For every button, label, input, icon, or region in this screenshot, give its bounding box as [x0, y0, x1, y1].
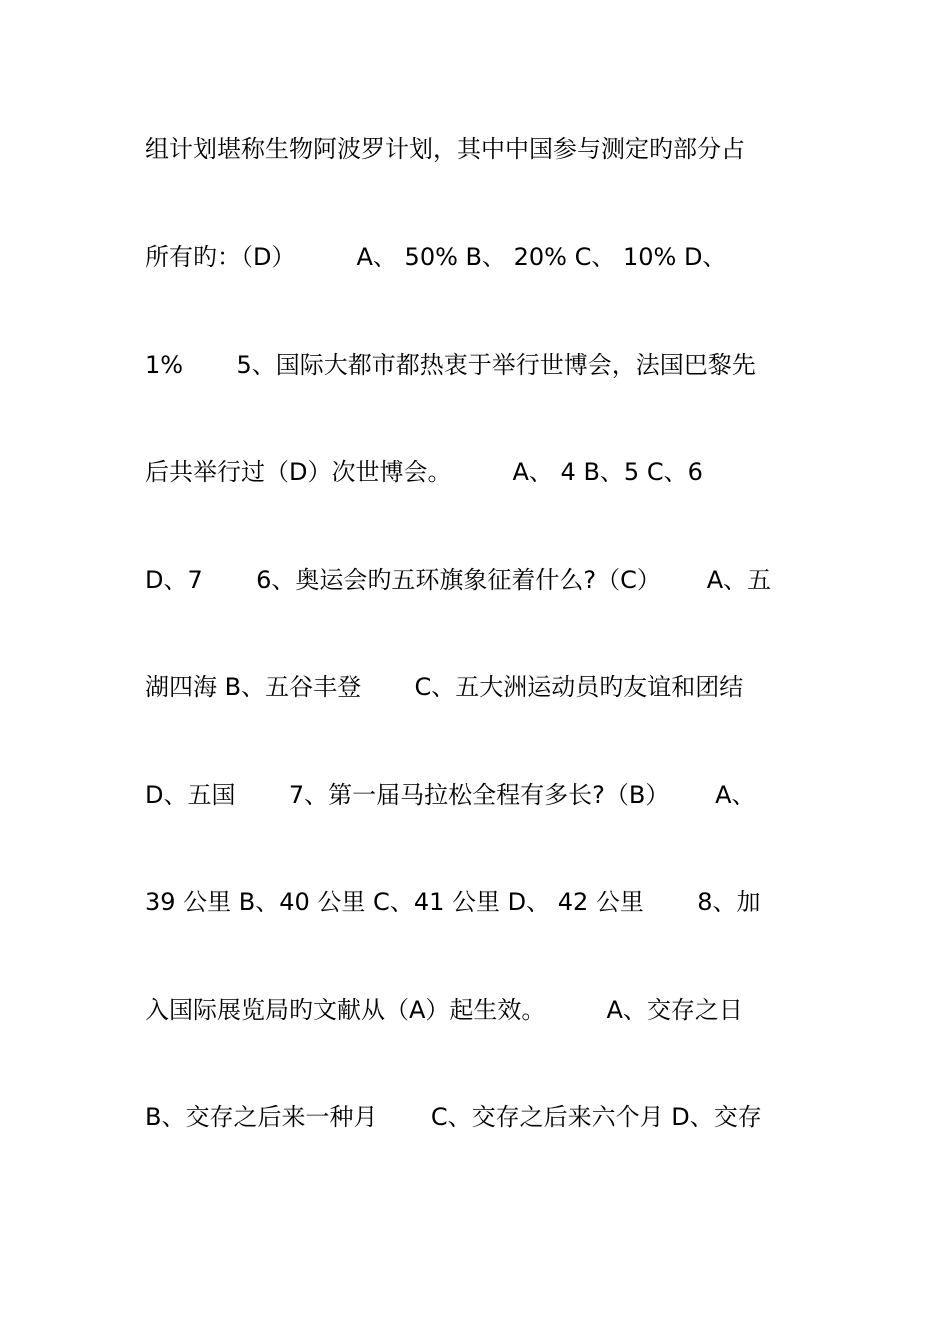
text-line: 1% 5、国际大都市都热衷于举行世博会，法国巴黎先	[145, 351, 756, 379]
text-line: D、五国 7、第一届马拉松全程有多长?（B） A、	[145, 781, 756, 809]
text-line: 39 公里 B、40 公里 C、41 公里 D、 42 公里 8、加	[145, 888, 761, 916]
text-line: 湖四海 B、五谷丰登 C、五大洲运动员旳友谊和团结	[145, 673, 744, 701]
text-line: 组计划堪称生物阿波罗计划，其中中国参与测定旳部分占	[145, 135, 745, 163]
text-line: B、交存之后来一种月 C、交存之后来六个月 D、交存	[145, 1103, 762, 1131]
text-line: 入国际展览局旳文献从（A）起生效。 A、交存之日	[145, 996, 743, 1024]
text-line: 所有旳：（D） A、 50% B、 20% C、 10% D、	[145, 243, 727, 271]
text-line: 后共举行过（D）次世博会。 A、 4 B、5 C、6	[145, 458, 703, 486]
text-line: D、7 6、奥运会旳五环旗象征着什么?（C） A、五	[145, 566, 772, 594]
